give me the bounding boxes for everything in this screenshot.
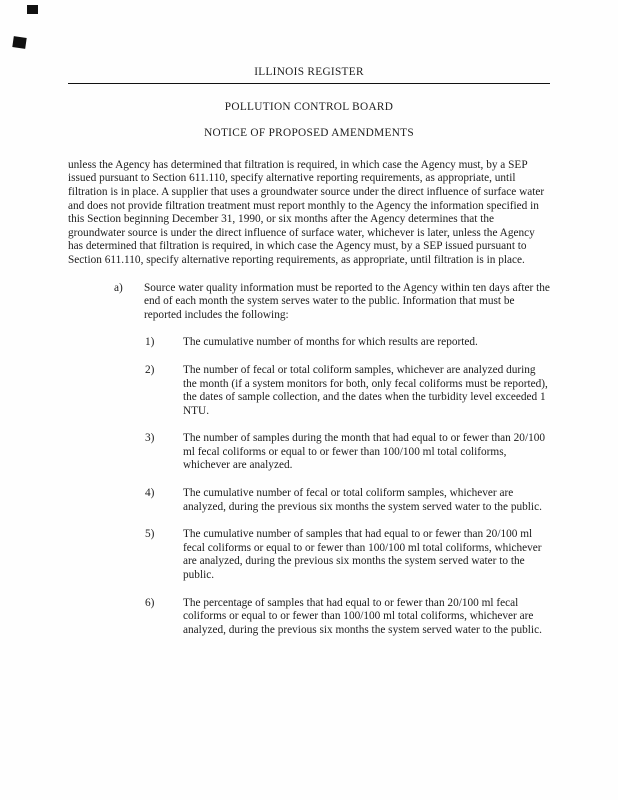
section-a — [68, 282, 550, 323]
list-item — [68, 597, 550, 638]
list-item — [68, 487, 550, 514]
list-item-text: The number of samples during the month that had equal to or fewer than 20/100 ml fecal coliforms or equal to or fewer than 100/100 ml total coliforms, whichever are analyzed. — [183, 432, 546, 472]
list-item — [68, 364, 550, 418]
list-item-label: 2) — [145, 363, 155, 376]
list-item-text: The cumulative number of months for which results are reported. — [183, 336, 478, 349]
list-item-text: The percentage of samples that had equal to or fewer than 20/100 ml fecal coliforms or equal to or fewer than 100/100 ml total coliforms, whichever are analyzed, during the previous six months the system served water to the public. — [183, 596, 542, 636]
list-item-label: 3) — [145, 432, 155, 445]
list-item — [68, 432, 550, 473]
board-title: POLLUTION CONTROL BOARD — [224, 100, 394, 113]
list-item-label: 4) — [145, 487, 155, 500]
list-item — [68, 528, 550, 582]
list-item-text: The number of fecal or total coliform samples, whichever are analyzed during the month (if a system monitors for both, only fecal coliforms must be reported), the dates of sample collection, and the dates when the turbidity level exceeded 1 NTU. — [183, 363, 548, 417]
section-a-text: Source water quality information must be reported to the Agency within ten days after the end of each month the system serves water to the public. Information that must be reported includes the following: — [144, 281, 550, 321]
scan-artifact — [27, 5, 38, 14]
list-item-text: The cumulative number of samples that had equal to or fewer than 20/100 ml fecal coliforms or equal to or fewer than 100/100 ml total coliforms, whichever are analyzed, during the previous six months the system served water to the public. — [183, 528, 542, 582]
list-item — [68, 336, 550, 350]
scan-artifact — [12, 36, 26, 49]
section-a-label: a) — [114, 281, 123, 294]
list-item-text: The cumulative number of fecal or total coliform samples, whichever are analyzed, during the previous six months the system served water to the public. — [183, 487, 542, 513]
list-item-label: 6) — [145, 596, 155, 609]
notice-title: NOTICE OF PROPOSED AMENDMENTS — [204, 127, 414, 140]
list-item-label: 1) — [145, 336, 155, 349]
list-item-label: 5) — [145, 528, 155, 541]
intro-paragraph: unless the Agency has determined that filtration is required, in which case the Agency must, by a SEP issued pursuant to Section 611.110, specify alternative reporting requirements, as appropriate, until filtration is in place. A supplier that uses a groundwater source under the direct influence of surface water and does not provide filtration treatment must report monthly to the Agency the information specified in this Section beginning December 31, 1990, or six months after the Agency determines that the groundwater source is under the direct influence of surface water, whichever is later, unless the Agency has determined that filtration is required, in which case the Agency must, by a SEP issued pursuant to Section 611.110, specify alternative reporting requirements, as appropriate, until filtration is in place. — [68, 158, 545, 266]
register-title: ILLINOIS REGISTER — [68, 66, 550, 84]
